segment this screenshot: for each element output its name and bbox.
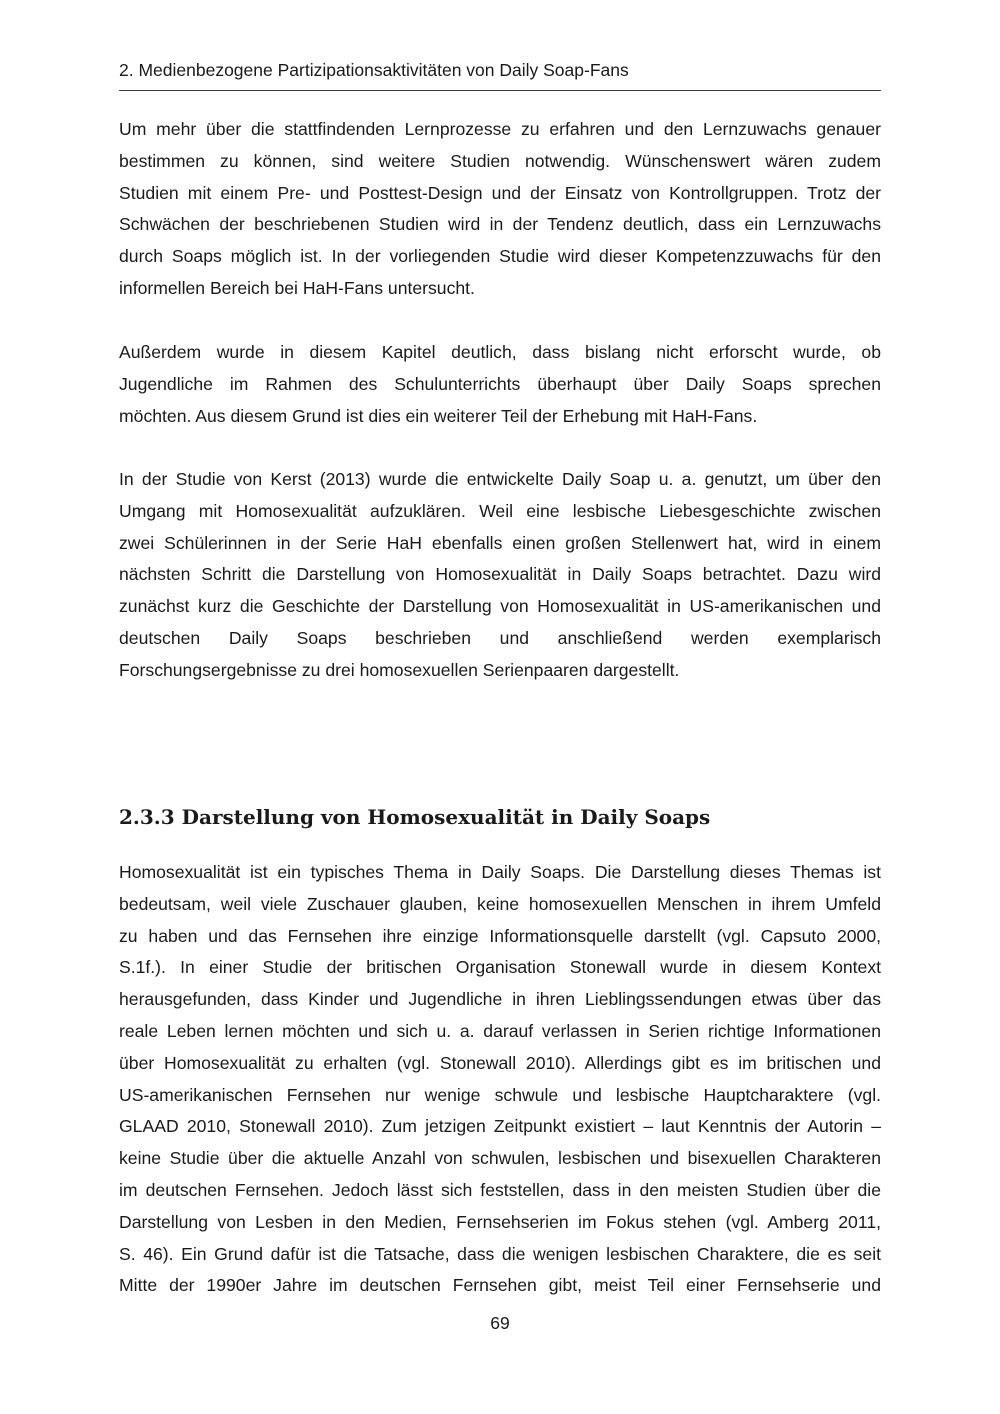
text-line: herausgefunden, dass Kinder und Jugendliche in ihren Lieblingssendungen etwas über das: [119, 989, 881, 1010]
text-line: Forschungsergebnisse zu drei homosexuellen Serienpaaren dargestellt.: [119, 659, 680, 680]
text-line: In der Studie von Kerst (2013) wurde die entwickelte Daily Soap u. a. genutzt, um über den: [119, 469, 881, 489]
text-line: US-amerikanischen Fernsehen nur wenige schwule und lesbische Hauptcharaktere (vgl.: [119, 1084, 881, 1105]
text-line: möchten. Aus diesem Grund ist dies ein weiterer Teil der Erhebung mit HaH-Fans.: [119, 405, 758, 426]
text-line: bestimmen zu können, sind weitere Studien notwendig. Wünschenswert wären zudem: [119, 150, 881, 171]
text-line: Jugendliche im Rahmen des Schulunterrichts überhaupt über Daily Soaps sprechen: [119, 373, 881, 394]
header-divider: [119, 90, 881, 91]
text-line: zu haben und das Fernsehen ihre einzige Informationsquelle darstellt (vgl. Capsuto 2000,: [119, 925, 881, 946]
text-line: nächsten Schritt die Darstellung von Homosexualität in Daily Soaps betrachtet. Dazu wird: [119, 564, 881, 585]
text-line: GLAAD 2010, Stonewall 2010). Zum jetzigen Zeitpunkt existiert – laut Kenntnis der Autorin –: [119, 1116, 881, 1137]
text-line: im deutschen Fernsehen. Jedoch lässt sich feststellen, dass in den meisten Studien über die: [119, 1179, 881, 1200]
text-line: Darstellung von Lesben in den Medien, Fernsehserien im Fokus stehen (vgl. Amberg 2011,: [119, 1211, 881, 1232]
running-header: 2. Medienbezogene Partizipationsaktivitäten von Daily Soap-Fans: [119, 60, 629, 80]
text-line: deutschen Daily Soaps beschrieben und anschließend werden exemplarisch: [119, 627, 881, 648]
text-line: Um mehr über die stattfindenden Lernprozesse zu erfahren und den Lernzuwachs genauer: [119, 119, 881, 139]
text-line: S. 46). Ein Grund dafür ist die Tatsache, dass die wenigen lesbischen Charaktere, die es seit: [119, 1243, 881, 1264]
section-heading: 2.3.3 Darstellung von Homosexualität in Daily Soaps: [119, 805, 711, 829]
text-line: Umgang mit Homosexualität aufzuklären. Weil eine lesbische Liebesgeschichte zwischen: [119, 500, 881, 521]
section-paragraph: [119, 857, 881, 1302]
paragraph-1: [119, 114, 881, 305]
text-line: reale Leben lernen möchten und sich u. a. darauf verlassen in Serien richtige Informationen: [119, 1020, 881, 1041]
text-line: keine Studie über die aktuelle Anzahl von schwulen, lesbischen und bisexuellen Charakteren: [119, 1148, 881, 1169]
text-line: Studien mit einem Pre- und Posttest-Design und der Einsatz von Kontrollgruppen. Trotz der: [119, 182, 881, 203]
paragraph-3: [119, 464, 881, 687]
text-line: über Homosexualität zu erhalten (vgl. Stonewall 2010). Allerdings gibt es im britischen und: [119, 1052, 881, 1073]
page-number: 69: [490, 1313, 510, 1333]
text-line: S.1f.). In einer Studie der britischen Organisation Stonewall wurde in diesem Kontext: [119, 957, 881, 978]
text-line: informellen Bereich bei HaH-Fans untersucht.: [119, 277, 475, 298]
text-line: Schwächen der beschriebenen Studien wird in der Tendenz deutlich, dass ein Lernzuwachs: [119, 214, 881, 235]
text-line: zunächst kurz die Geschichte der Darstellung von Homosexualität in US-amerikanischen und: [119, 596, 881, 617]
text-line: durch Soaps möglich ist. In der vorliegenden Studie wird dieser Kompetenzzuwachs für den: [119, 246, 881, 267]
text-line: Mitte der 1990er Jahre im deutschen Fernsehen gibt, meist Teil einer Fernsehserie und: [119, 1275, 881, 1296]
text-line: Homosexualität ist ein typisches Thema in Daily Soaps. Die Darstellung dieses Themas ist: [119, 862, 881, 882]
paragraph-2: [119, 337, 881, 432]
text-line: Außerdem wurde in diesem Kapitel deutlich, dass bislang nicht erforscht wurde, ob: [119, 342, 881, 362]
text-line: bedeutsam, weil viele Zuschauer glauben, keine homosexuellen Menschen in ihrem Umfeld: [119, 893, 881, 914]
text-line: zwei Schülerinnen in der Serie HaH ebenfalls einen großen Stellenwert hat, wird in einem: [119, 532, 881, 553]
